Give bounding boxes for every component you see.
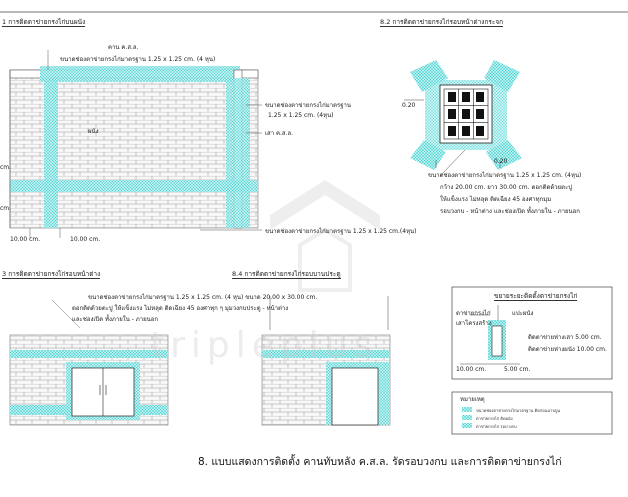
- detail-gap-column: ติดตาข่ายห่างเสา 5.00 cm.: [528, 334, 602, 341]
- window-note-1: ขนาดช่องตาข่ายกรงไก่มาตรฐาน 1.25 x 1.25 cm. (4หุน): [428, 172, 582, 179]
- cm-label-a: cm.: [0, 164, 12, 171]
- section-title-door: 8.4 การติดตาข่ายกรงไก่รอบบานประตู: [232, 270, 341, 278]
- legend-item-1: ขนาดช่องตาข่ายกรงไก่มาตรฐาน ติดก่อนฉาบปูน: [476, 408, 561, 413]
- window-dim-b: 0.20: [494, 158, 508, 165]
- legend-item-2: ตาข่ายกรงไก่ ติดผนัง: [476, 416, 513, 421]
- wall-elevation: [10, 50, 262, 238]
- detail-dim-5: 5.00 cm.: [504, 366, 531, 373]
- mesh-bottom-label: ขนาดช่องตาข่ายกรงไก่มาตรฐาน 1.25 x 1.25 cm.(4หุน): [265, 228, 417, 235]
- mid-wall-label: ผนัง: [88, 128, 99, 135]
- cm-label-b: cm.: [0, 205, 12, 212]
- dim-10-right: 10.00 cm.: [70, 236, 101, 243]
- window-note-4: รอบวงกบ - หน้าต่าง และช่องเปิด ทั้งภายใน - ภายนอก: [440, 208, 580, 215]
- detail-gap-wall: ติดตาข่ายห่างผนัง 10.00 cm.: [528, 346, 607, 353]
- window-dim-a: 0.20: [402, 102, 416, 109]
- section-title-window: 3 การติดตาข่ายกรงไก่รอบหน้าต่าง: [2, 270, 101, 278]
- window-note-2: กว้าง 20.00 cm. ยาว 30.00 cm. ตอกติดด้วยตะปู: [440, 184, 573, 191]
- window-note-3: ให้แข็งแรง ไม่หลุด ติดเฉียง 45 องศาทุกมุม: [440, 196, 552, 203]
- dim-10-left: 10.00 cm.: [10, 236, 41, 243]
- section-title-detail: ขยายระยะติดตั้งตาข่ายกรงไก่: [494, 292, 578, 300]
- mesh-top-label: ขนาดช่องตาข่ายกรงไก่มาตรฐาน 1.25 x 1.25 cm. (4 หุน): [60, 56, 216, 63]
- detail-column-label: เสาโครงสร้าง: [456, 320, 492, 327]
- s3-note-3: และช่องเปิด ทั้งภายใน - ภายนอก: [72, 316, 158, 323]
- column-label: เสา ค.ส.ล.: [265, 130, 294, 137]
- mesh-right-label-1: ขนาดช่องตาข่ายกรงไก่มาตรฐาน: [265, 102, 351, 109]
- detail-mesh-label: ตาข่ายกรงไก่: [456, 310, 491, 317]
- watermark-text: tripleplus: [150, 325, 379, 366]
- legend-title: หมายเหตุ: [460, 396, 485, 403]
- detail-dim-10: 10.00 cm.: [456, 366, 487, 373]
- detail-wall-label: แปะผนัง: [512, 310, 534, 317]
- s3-note-1: ขนาดช่องตาข่ายกรงไก่มาตรฐาน 1.25 x 1.25 cm. (4 หุน) ขนาด 20.00 x 30.00 cm.: [88, 294, 318, 301]
- figure-caption: 8. แบบแสดงการติดตั้ง คานทับหลัง ค.ส.ล. รัดรอบวงกบ และการติดตาข่ายกรงไก่: [198, 456, 562, 468]
- legend-item-3: ตาข่ายกรงไก่ รอบวงกบ: [476, 424, 517, 429]
- section-title-wall: 1 การติดตาข่ายกรงไก่บนผนัง: [2, 18, 86, 26]
- section-title-window-glass: 8.2 การติดตาข่ายกรงไก่รอบหน้าต่างกระจก: [380, 18, 504, 26]
- beam-label: คาน ค.ส.ล.: [108, 44, 139, 51]
- s3-note-2: ตอกติดด้วยตะปู ให้แข็งแรง ไม่หลุด ติดเฉียง 45 องศาทุก ๆ มุมวงกบประตู - หน้าต่าง: [72, 305, 289, 312]
- mesh-right-label-2: 1.25 x 1.25 cm. (4หุน): [268, 112, 334, 119]
